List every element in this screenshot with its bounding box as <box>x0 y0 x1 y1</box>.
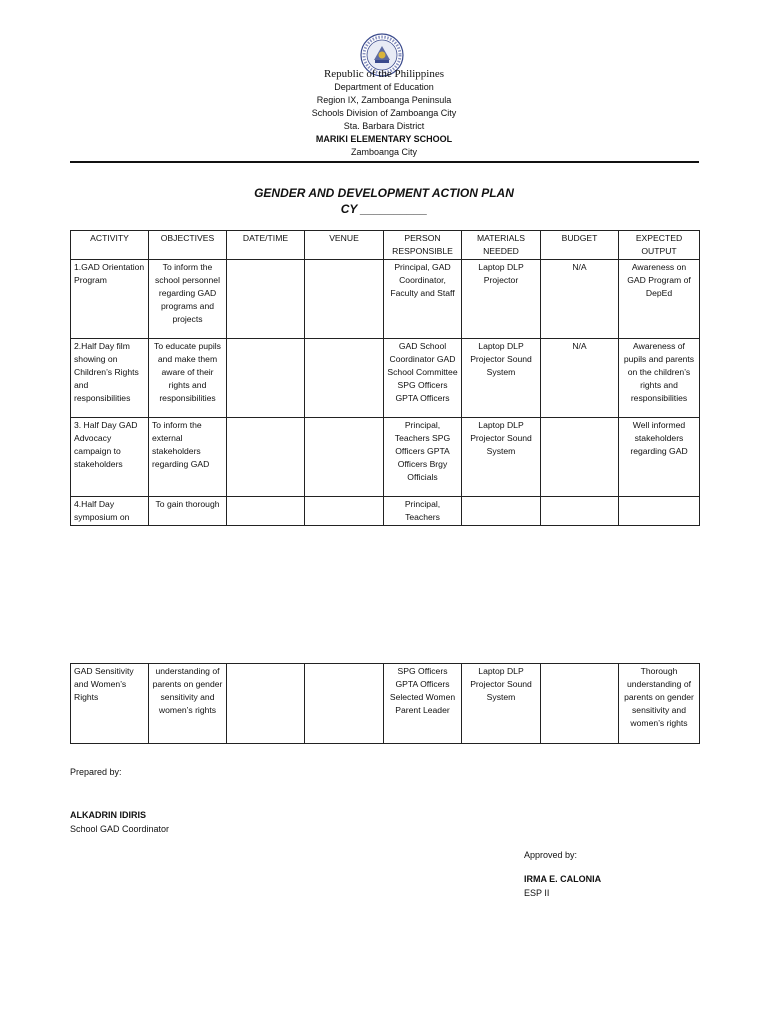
action-plan-table-continued <box>70 663 700 744</box>
header-cell: OBJECTIVES <box>149 231 227 260</box>
table-cell <box>541 497 619 526</box>
table-cell: GAD School Coordinator GAD School Committee SPG Officers GPTA Officers <box>384 339 462 418</box>
table-cell: N/A <box>541 339 619 418</box>
division-line: Schools Division of Zamboanga City <box>311 108 457 118</box>
table-cell: Laptop DLP Projector Sound System <box>462 339 541 418</box>
table-cell <box>227 418 305 497</box>
table-cell: To inform the school personnel regarding GAD programs and projects <box>149 260 227 339</box>
table-cell: N/A <box>541 260 619 339</box>
approved-by-label: Approved by: <box>524 850 578 860</box>
table-cell: Principal, Teachers <box>384 497 462 526</box>
city-line: Zamboanga City <box>350 147 418 157</box>
table-cell: To inform the external stakeholders regarding GAD <box>149 418 227 497</box>
table-row <box>71 418 700 497</box>
approver-name: IRMA E. CALONIA <box>524 874 602 884</box>
table-cell: understanding of parents on gender sensitivity and women’s rights <box>149 664 227 744</box>
table-row <box>71 664 700 744</box>
table-cell <box>227 339 305 418</box>
table-cell <box>305 497 384 526</box>
table-cell: Awareness on GAD Program of DepEd <box>619 260 700 339</box>
table-row <box>71 260 700 339</box>
table-cell: Principal, Teachers SPG Officers GPTA Officers Brgy Officials <box>384 418 462 497</box>
coordinator-name: ALKADRIN IDIRIS <box>70 810 146 820</box>
table-cell <box>305 664 384 744</box>
header-cell: BUDGET <box>541 231 619 260</box>
table-cell: To educate pupils and make them aware of their rights and responsibilities <box>149 339 227 418</box>
table-cell: 2.Half Day film showing on Children’s Rights and responsibilities <box>71 339 149 418</box>
table-cell: Laptop DLP Projector Sound System <box>462 418 541 497</box>
header-cell: MATERIALS NEEDED <box>462 231 541 260</box>
table-row <box>71 497 700 526</box>
table-cell <box>305 418 384 497</box>
republic-line: Republic of the Philippines <box>323 68 445 80</box>
table-cell: Well informed stakeholders regarding GAD <box>619 418 700 497</box>
document-title <box>0 185 768 217</box>
table-cell: 4.Half Day symposium on <box>71 497 149 526</box>
title-line-2: CY __________ <box>340 202 428 216</box>
district-line: Sta. Barbara District <box>343 121 425 131</box>
table-cell: Principal, GAD Coordinator, Faculty and Staff <box>384 260 462 339</box>
table-header-row <box>71 231 700 260</box>
table-cell <box>619 497 700 526</box>
approver-role: ESP II <box>524 888 550 898</box>
table-cell: Laptop DLP Projector Sound System <box>462 664 541 744</box>
table-cell: GAD Sensitivity and Women’s Rights <box>71 664 149 744</box>
action-plan-table <box>70 230 700 526</box>
title-line-1: GENDER AND DEVELOPMENT ACTION PLAN <box>254 186 514 200</box>
table-cell <box>227 497 305 526</box>
table-cell <box>541 664 619 744</box>
table-cell <box>462 497 541 526</box>
header-cell: ACTIVITY <box>71 231 149 260</box>
header-cell: VENUE <box>305 231 384 260</box>
table-cell <box>305 339 384 418</box>
header-cell: EXPECTED OUTPUT <box>619 231 700 260</box>
table-cell <box>305 260 384 339</box>
region-line: Region IX, Zamboanga Peninsula <box>316 95 452 105</box>
header-cell: PERSON RESPONSIBLE <box>384 231 462 260</box>
coordinator-role: School GAD Coordinator <box>70 824 170 834</box>
table-cell: To gain thorough <box>149 497 227 526</box>
school-name: MARIKI ELEMENTARY SCHOOL <box>315 134 453 144</box>
letterhead <box>0 68 768 159</box>
header-cell: DATE/TIME <box>227 231 305 260</box>
table-cell <box>227 260 305 339</box>
table-cell: SPG Officers GPTA Officers Selected Women Parent Leader <box>384 664 462 744</box>
table-cell: Thorough understanding of parents on gender sensitivity and women’s rights <box>619 664 700 744</box>
table-cell: 3. Half Day GAD Advocacy campaign to stakeholders <box>71 418 149 497</box>
table-cell: Awareness of pupils and parents on the children’s rights and responsibilities <box>619 339 700 418</box>
table-row <box>71 339 700 418</box>
table-cell: Laptop DLP Projector <box>462 260 541 339</box>
table-cell: 1.GAD Orientation Program <box>71 260 149 339</box>
prepared-by-label: Prepared by: <box>70 767 122 777</box>
table-cell <box>227 664 305 744</box>
department-line: Department of Education <box>334 82 434 92</box>
table-cell <box>541 418 619 497</box>
header-divider <box>70 161 699 163</box>
